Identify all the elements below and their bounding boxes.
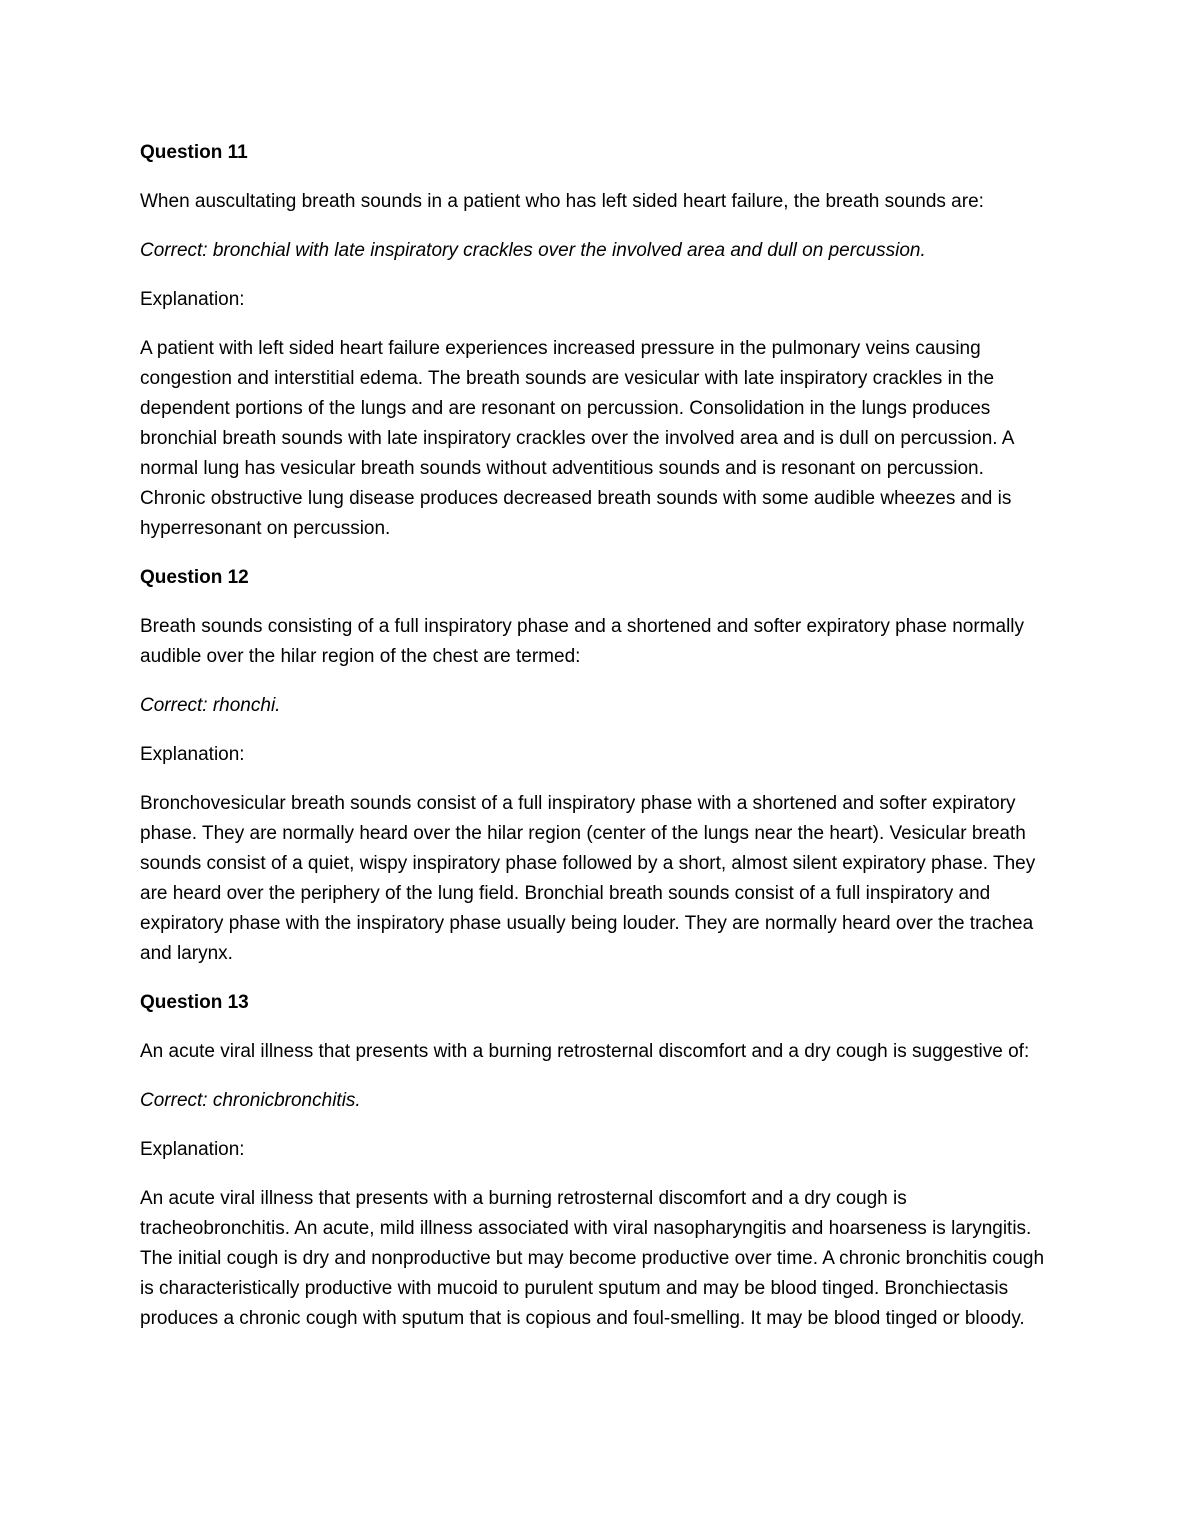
- explanation-label: Explanation:: [140, 1139, 245, 1160]
- question-heading: Question 11: [140, 142, 248, 163]
- explanation-label: Explanation:: [140, 289, 245, 310]
- question-block: [140, 563, 1052, 969]
- explanation-text: A patient with left sided heart failure experiences increased pressure in the pulmonary veins causing congestion and interstitial edema. The breath sounds are vesicular with late inspiratory crackles in the dependent portions of the lungs and are resonant on percussion. Consolidation in the lungs produces bronchial breath sounds with late inspiratory crackles over the involved area and is dull on percussion. A normal lung has vesicular breath sounds without adventitious sounds and is resonant on percussion. Chronic obstructive lung disease produces decreased breath sounds with some audible wheezes and is hyperresonant on percussion.: [140, 338, 1014, 539]
- question-text: An acute viral illness that presents with a burning retrosternal discomfort and a dry cough is suggestive of:: [140, 1041, 1030, 1062]
- correct-answer: Correct: chronicbronchitis.: [140, 1090, 361, 1111]
- question-text: Breath sounds consisting of a full inspiratory phase and a shortened and softer expiratory phase normally audible over the hilar region of the chest are termed:: [140, 616, 1025, 667]
- question-heading: Question 12: [140, 567, 249, 588]
- question-block: [140, 138, 1052, 544]
- explanation-text: An acute viral illness that presents with a burning retrosternal discomfort and a dry cough is tracheobronchitis. An acute, mild illness associated with viral nasopharyngitis and hoarseness is laryngitis. The initial cough is dry and nonproductive but may become productive over time. A chronic bronchitis cough is characteristically productive with mucoid to purulent sputum and may be blood tinged. Bronchiectasis produces a chronic cough with sputum that is copious and foul-smelling. It may be blood tinged or bloody.: [140, 1188, 1045, 1329]
- explanation-label: Explanation:: [140, 744, 245, 765]
- correct-answer: Correct: bronchial with late inspiratory crackles over the involved area and dull on percussion.: [140, 240, 926, 261]
- question-heading: Question 13: [140, 992, 249, 1013]
- correct-answer: Correct: rhonchi.: [140, 695, 281, 716]
- explanation-text: Bronchovesicular breath sounds consist of a full inspiratory phase with a shortened and softer expiratory phase. They are normally heard over the hilar region (center of the lungs near the heart). Vesicular breath sounds consist of a quiet, wispy inspiratory phase followed by a short, almost silent expiratory phase. They are heard over the periphery of the lung field. Bronchial breath sounds consist of a full inspiratory and expiratory phase with the inspiratory phase usually being louder. They are normally heard over the trachea and larynx.: [140, 793, 1036, 964]
- document-page: [140, 138, 1052, 1353]
- question-block: [140, 988, 1052, 1334]
- question-text: When auscultating breath sounds in a patient who has left sided heart failure, the breath sounds are:: [140, 191, 984, 212]
